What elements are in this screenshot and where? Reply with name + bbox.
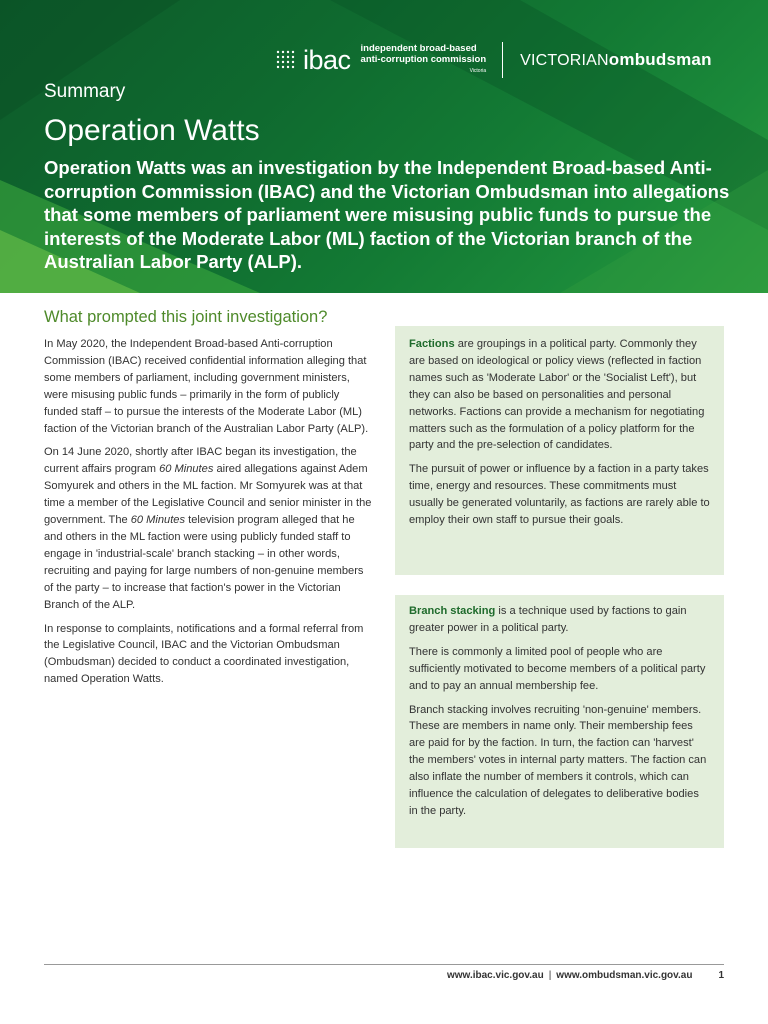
logo-divider — [502, 42, 503, 78]
footer — [447, 970, 724, 981]
logo-bar — [275, 40, 712, 80]
body-paragraph-3: In response to complaints, notifications and a formal referral from the Legislative Council, IBAC and the Victorian Ombudsman (Ombudsman) decided to conduct a coordinated investigation, named Operation Watts. — [44, 622, 364, 686]
ombudsman-logo — [520, 50, 712, 70]
ibac-wordmark: ibac — [303, 44, 351, 75]
lead-paragraph: Operation Watts was an investigation by the Independent Broad-based Anti-corruption Commission (IBAC) and the Victorian Ombudsman into allegations that some members of parliament were misusing public funds to pursue the interests of the Moderate Labor (ML) faction of the Victorian branch of the Australian Labor Party (ALP). — [44, 157, 730, 272]
factions-definition: are groupings in a political party. Commonly they are based on ideological or policy views (reflected in faction names such as 'Moderate Labor' or the 'Socialist Left'), but they can also be based on personalities and personal networks. Factions can provide a mechanism for negotiating matters such as the formulation of a policy platform for the party and the pre-selection of candidates. — [409, 338, 705, 452]
footer-link-ombudsman[interactable]: www.ombudsman.vic.gov.au — [556, 970, 693, 981]
header-banner — [0, 0, 768, 293]
page-number: 1 — [718, 970, 724, 981]
branch-stacking-term: Branch stacking — [409, 605, 496, 617]
body-paragraph-2 — [44, 444, 372, 613]
branch-stacking-paragraph-3: Branch stacking involves recruiting 'non-genuine' members. These are members in name only. Their membership fees are paid for by the faction. In turn, the faction can 'harvest' the members' votes in internal party matters. The faction can also inflate the number of members it controls, which can influence the calculation of delegates to deliberative bodies in the party. — [409, 703, 707, 817]
factions-paragraph-1 — [409, 336, 710, 454]
page-title: Operation Watts — [44, 114, 260, 147]
main-column — [44, 308, 372, 695]
branch-stacking-paragraph-2: There is commonly a limited pool of people who are sufficiently motivated to become members of a political party and to pay an annual membership fee. — [409, 645, 706, 692]
ibac-logo-icon — [275, 49, 297, 71]
body-paragraph-1: In May 2020, the Independent Broad-based Anti-corruption Commission (IBAC) received confidential information alleging that some members of parliament, including government ministers, were misusing public funds – primarily in the form of publicly funded staff – to pursue the interests of the Moderate Labor (ML) faction of the Victorian branch of the Australian Labor Party (ALP). — [44, 338, 369, 435]
factions-term: Factions — [409, 338, 455, 350]
ibac-tagline — [361, 43, 487, 77]
program-name-1: 60 Minutes — [159, 463, 214, 476]
section-label: Summary — [44, 81, 126, 102]
ibac-state: Victoria — [469, 68, 487, 74]
p2-text-a: On 14 June 2020, shortly after IBAC began its investigation, the current affairs program — [44, 446, 357, 476]
footer-separator: | — [548, 970, 552, 981]
factions-paragraph-2: The pursuit of power or influence by a faction in a party takes time, energy and resources. These commitments must usually be generated voluntarily, as factions are rarely able to employ their own staff to pursue their goals. — [409, 463, 710, 527]
p2-text-b: aired allegations against Adem Somyurek and others in the ML faction. Mr Somyurek was at that time a member of the Legislative Council and senior minister in the government. The — [44, 463, 372, 527]
ibac-tagline-line1: independent broad-based — [360, 43, 477, 54]
footer-link-ibac[interactable]: www.ibac.vic.gov.au — [446, 970, 544, 981]
footer-rule — [44, 964, 724, 965]
ibac-tagline-line2: anti-corruption commission — [360, 54, 487, 65]
branch-stacking-sidebar-box — [395, 595, 724, 848]
branch-stacking-paragraph-1 — [409, 603, 710, 637]
section-heading: What prompted this joint investigation? — [44, 308, 328, 326]
factions-sidebar-box — [395, 326, 724, 575]
p2-text-c: television program alleged that he and others in the ML faction were using publicly funded staff to engage in 'industrial-scale' branch stacking – in other words, recruiting and paying for large numbers of non-genuine members of the party – to increase that faction's power in the Victorian Branch of the ALP. — [44, 514, 364, 611]
program-name-2: 60 Minutes — [130, 514, 186, 527]
ombudsman-logo-bold: ombudsman — [608, 50, 712, 69]
branch-stacking-definition: is a technique used by factions to gain greater power in a political party. — [409, 605, 687, 634]
ombudsman-logo-light: VICTORIAN — [520, 52, 609, 69]
